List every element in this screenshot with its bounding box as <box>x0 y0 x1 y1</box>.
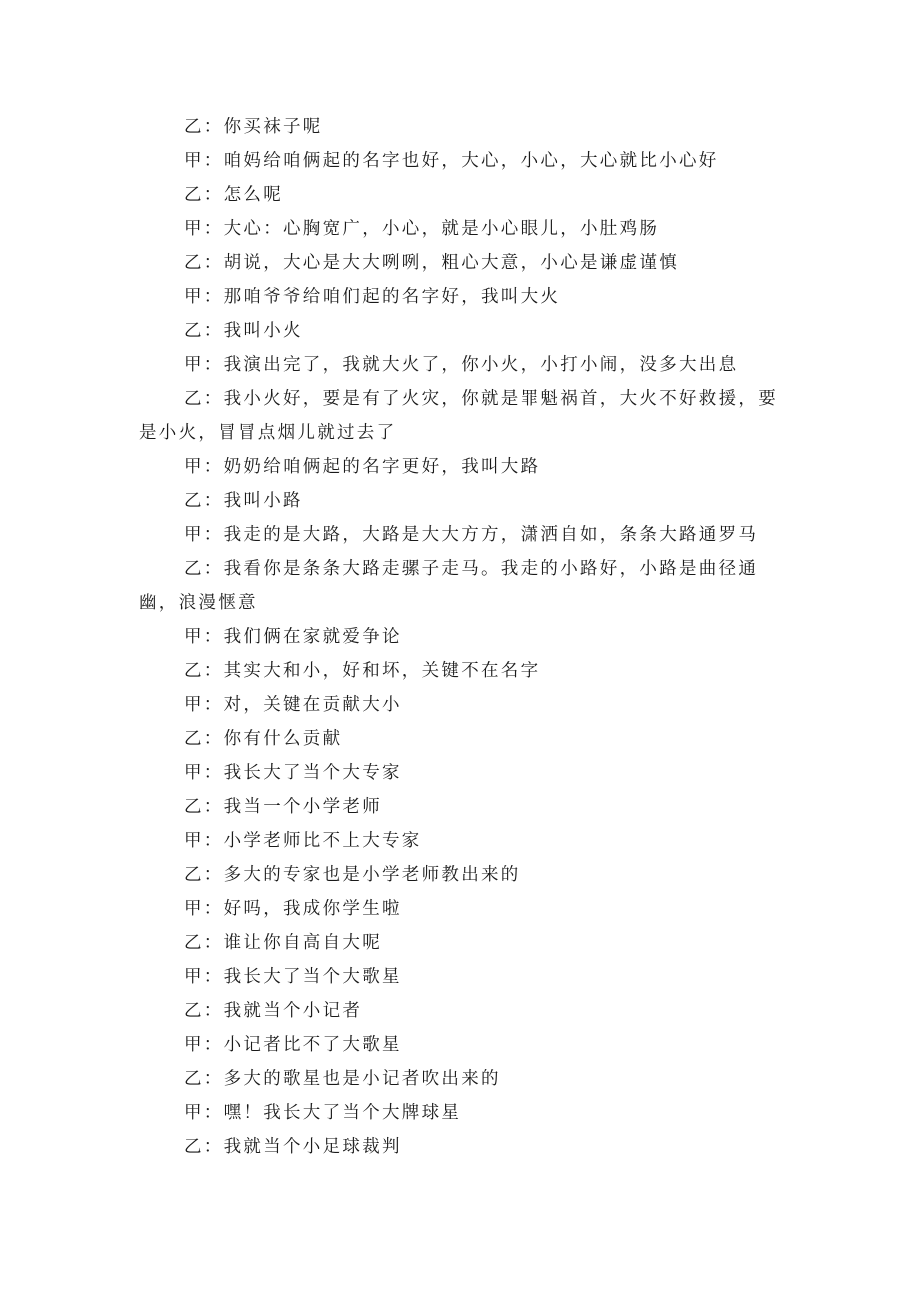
dialogue-line: 乙：我当一个小学老师 <box>184 797 382 817</box>
dialogue-line: 甲：我长大了当个大专家 <box>184 763 402 783</box>
dialogue-line: 乙：你有什么贡献 <box>184 729 343 749</box>
dialogue-line: 乙：我叫小路 <box>184 491 303 511</box>
dialogue-line: 甲：大心：心胸宽广，小心，就是小心眼儿，小肚鸡肠 <box>184 219 660 239</box>
dialogue-line: 甲：好吗，我成你学生啦 <box>184 899 402 919</box>
dialogue-line: 乙：我就当个小足球裁判 <box>184 1137 402 1157</box>
dialogue-line: 乙：谁让你自高自大呢 <box>184 933 382 953</box>
dialogue-line: 乙：其实大和小，好和坏，关键不在名字 <box>184 661 541 681</box>
dialogue-line: 甲：嘿！我长大了当个大牌球星 <box>184 1103 462 1123</box>
dialogue-line: 乙：多大的专家也是小学老师教出来的 <box>184 865 521 885</box>
dialogue-line: 甲：我演出完了，我就大火了，你小火，小打小闹，没多大出息 <box>184 355 739 375</box>
dialogue-line: 乙：我看你是条条大路走骡子走马。我走的小路好，小路是曲径通幽，浪漫惬意 <box>139 559 759 613</box>
dialogue-line: 甲：小学老师比不上大专家 <box>184 831 422 851</box>
dialogue-line: 甲：咱妈给咱俩起的名字也好，大心，小心，大心就比小心好 <box>184 151 719 171</box>
dialogue-line: 乙：你买袜子呢 <box>184 117 323 137</box>
dialogue-line: 甲：我们俩在家就爱争论 <box>184 627 402 647</box>
dialogue-line: 乙：我就当个小记者 <box>184 1001 363 1021</box>
dialogue-line: 乙：胡说，大心是大大咧咧，粗心大意，小心是谦虚谨慎 <box>184 253 679 273</box>
dialogue-line: 甲：奶奶给咱俩起的名字更好，我叫大路 <box>184 457 541 477</box>
dialogue-line: 甲：我走的是大路，大路是大大方方，潇洒自如，条条大路通罗马 <box>184 525 759 545</box>
dialogue-line: 甲：那咱爷爷给咱们起的名字好，我叫大火 <box>184 287 561 307</box>
dialogue-line: 甲：对，关键在贡献大小 <box>184 695 402 715</box>
dialogue-line: 乙：多大的歌星也是小记者吹出来的 <box>184 1069 501 1089</box>
dialogue-line: 甲：我长大了当个大歌星 <box>184 967 402 987</box>
dialogue-body <box>139 110 779 1164</box>
dialogue-line: 乙：怎么呢 <box>184 185 283 205</box>
dialogue-line: 乙：我叫小火 <box>184 321 303 341</box>
dialogue-line: 乙：我小火好，要是有了火灾，你就是罪魁祸首，大火不好救援，要是小火，冒冒点烟儿就过去了 <box>139 389 778 443</box>
dialogue-line: 甲：小记者比不了大歌星 <box>184 1035 402 1055</box>
